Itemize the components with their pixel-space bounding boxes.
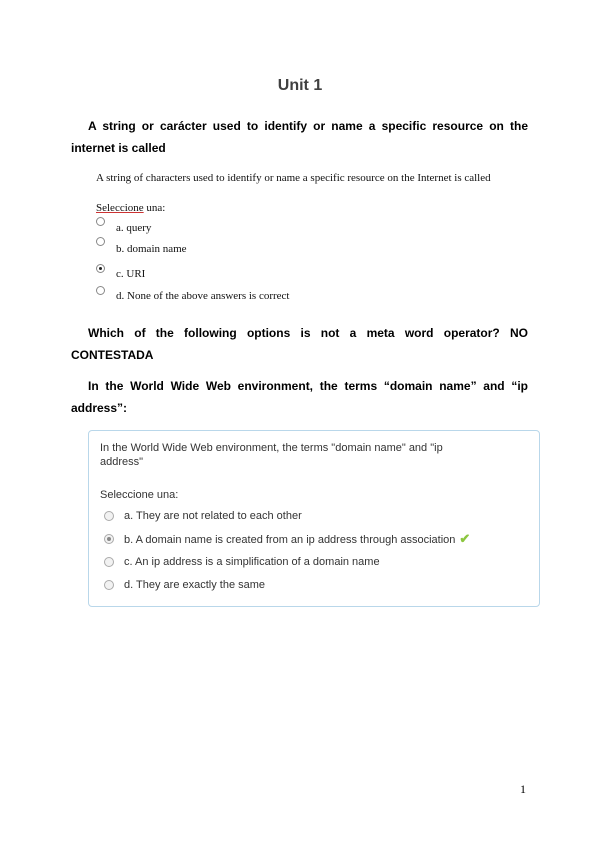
option-c-label: c. URI [116,268,146,280]
page-title: Unit 1 [277,77,323,94]
radio-option-b[interactable] [96,237,105,246]
option-a-label: a. They are not related to each other [124,510,302,522]
option-b-wrapper [124,532,470,547]
question-1-screenshot [96,172,516,307]
question-3-stem: In the World Wide Web environment, the terms "domain name" and "ip address" [100,442,443,468]
option-d-label: d. None of the above answers is correct [116,290,290,302]
question-2-text: Which of the following options is not a meta word operator? NO CONTESTADA [71,326,528,362]
radio-option-c[interactable] [96,264,105,273]
option-b-label: b. domain name [116,243,187,255]
question-3-screenshot [88,430,540,607]
radio-option-a[interactable] [96,217,105,226]
page-number: 1 [520,782,526,796]
seleccione-rest: una: [143,202,166,214]
checkmark-icon: ✔ [459,531,471,546]
seleccione-label [96,202,165,214]
option-d-label: d. They are exactly the same [124,579,266,591]
question-1-stem: A string of characters used to identify or name a specific resource on the Internet is called [96,172,491,184]
radio-option-d[interactable] [104,580,114,590]
seleccione-label: Seleccione una: [100,489,179,501]
option-c-label: c. An ip address is a simplification of a domain name [124,556,380,568]
radio-option-c[interactable] [104,557,114,567]
radio-option-a[interactable] [104,511,114,521]
option-a-label: a. query [116,222,152,234]
radio-option-d[interactable] [96,286,105,295]
radio-option-b[interactable] [104,534,114,544]
seleccione-word: Seleccione [96,202,144,214]
question-1-text: A string or carácter used to identify or name a specific resource on the internet is called [71,119,528,155]
option-b-label: b. A domain name is created from an ip address through association [124,534,456,546]
question-3-text: In the World Wide Web environment, the terms “domain name” and “ip address”: [71,379,528,415]
